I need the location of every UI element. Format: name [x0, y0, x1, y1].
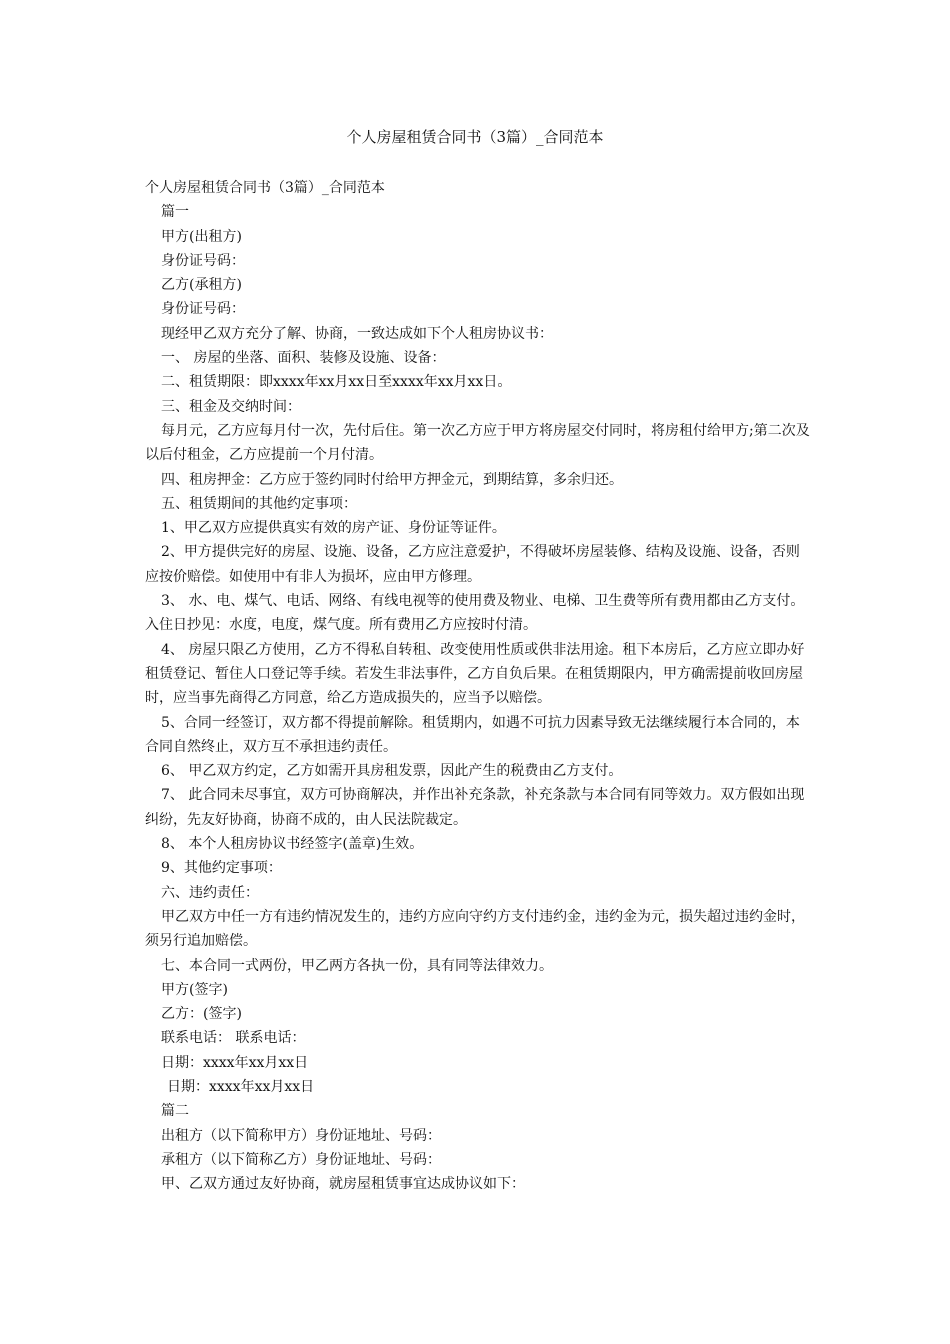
paragraph: 篇一 — [161, 204, 189, 221]
paragraph: 9、其他约定事项： — [161, 860, 282, 877]
paragraph: 出租方（以下简称甲方）身份证地址、号码： — [161, 1127, 441, 1144]
paragraph: 联系电话： 联系电话： — [161, 1030, 306, 1047]
paragraph: 7、 此合同未尽事宜，双方可协商解决，并作出补充条款，补充条款与本合同有同等效力。双方假如出现纠纷，先友好协商，协商不成的，由人民法院裁定。 — [145, 787, 805, 828]
paragraph: 日期：xxxx年xx月xx日 — [167, 1078, 315, 1095]
paragraph: 承租方（以下简称乙方）身份证地址、号码： — [161, 1151, 441, 1168]
paragraph: 五、租赁期间的其他约定事项： — [161, 495, 357, 512]
paragraph: 甲乙双方中任一方有违约情况发生的，违约方应向守约方支付违约金，违约金为元，损失超过违约金时，须另行追加赔偿。 — [145, 908, 805, 950]
paragraph: 6、 甲乙双方约定，乙方如需开具房租发票，因此产生的税费由乙方支付。 — [161, 763, 623, 780]
paragraph: 二、租赁期限：即xxxx年xx月xx日至xxxx年xx月xx日。 — [161, 374, 512, 391]
paragraph: 乙方：(签字) — [161, 1006, 242, 1023]
paragraph: 三、租金及交纳时间： — [161, 398, 301, 415]
paragraph: 1、甲乙双方应提供真实有效的房产证、身份证等证件。 — [161, 520, 506, 537]
paragraph: 身份证号码： — [161, 252, 245, 269]
paragraph: 甲、乙双方通过友好协商，就房屋租赁事宜达成协议如下： — [161, 1176, 525, 1193]
paragraph: 六、违约责任： — [161, 884, 259, 901]
paragraph: 3、 水、电、煤气、电话、网络、有线电视等的使用费及物业、电梯、卫生费等所有费用都由乙方支付。入住日抄见：水度，电度，煤气度。所有费用乙方应按时付清。 — [145, 593, 805, 634]
document-body — [145, 176, 813, 1196]
paragraph: 现经甲乙双方充分了解、协商，一致达成如下个人租房协议书： — [161, 325, 553, 342]
paragraph: 2、甲方提供完好的房屋、设施、设备，乙方应注意爱护，不得破坏房屋装修、结构及设施、设备，否则应按价赔偿。如使用中有非人为损坏，应由甲方修理。 — [145, 544, 800, 585]
paragraph: 4、 房屋只限乙方使用，乙方不得私自转租、改变使用性质或供非法用途。租下本房后，乙方应立即办好租赁登记、暂住人口登记等手续。若发生非法事件，乙方自负后果。在租赁期限内，甲方确需提前收回房屋时，应当事先商得乙方同意，给乙方造成损失的，应当予以赔偿。 — [145, 641, 805, 707]
paragraph: 甲方(出租方) — [161, 228, 242, 245]
paragraph: 四、租房押金：乙方应于签约同时付给甲方押金元，到期结算，多余归还。 — [161, 471, 623, 488]
document-subtitle: 个人房屋租赁合同书（3篇）_合同范本 — [145, 180, 385, 196]
paragraph: 5、合同一经签订，双方都不得提前解除。租赁期内，如遇不可抗力因素导致无法继续履行本合同的，本合同自然终止，双方互不承担违约责任。 — [145, 714, 800, 755]
paragraph: 日期：xxxx年xx月xx日 — [161, 1054, 309, 1071]
paragraph: 甲方(签字) — [161, 981, 228, 998]
paragraph: 身份证号码： — [161, 301, 245, 318]
page-title: 个人房屋租赁合同书（3篇）_合同范本 — [346, 128, 604, 146]
paragraph: 一、 房屋的坐落、面积、装修及设施、设备： — [161, 350, 446, 367]
paragraph: 每月元，乙方应每月付一次，先付后住。第一次乙方应于甲方将房屋交付同时，将房租付给甲方;第二次及以后付租金，乙方应提前一个月付清。 — [145, 422, 810, 464]
paragraph: 七、本合同一式两份，甲乙两方各执一份，具有同等法律效力。 — [161, 957, 553, 974]
paragraph: 8、 本个人租房协议书经签字(盖章)生效。 — [161, 836, 424, 853]
paragraph: 篇二 — [161, 1103, 189, 1120]
paragraph: 乙方(承租方) — [161, 277, 242, 294]
